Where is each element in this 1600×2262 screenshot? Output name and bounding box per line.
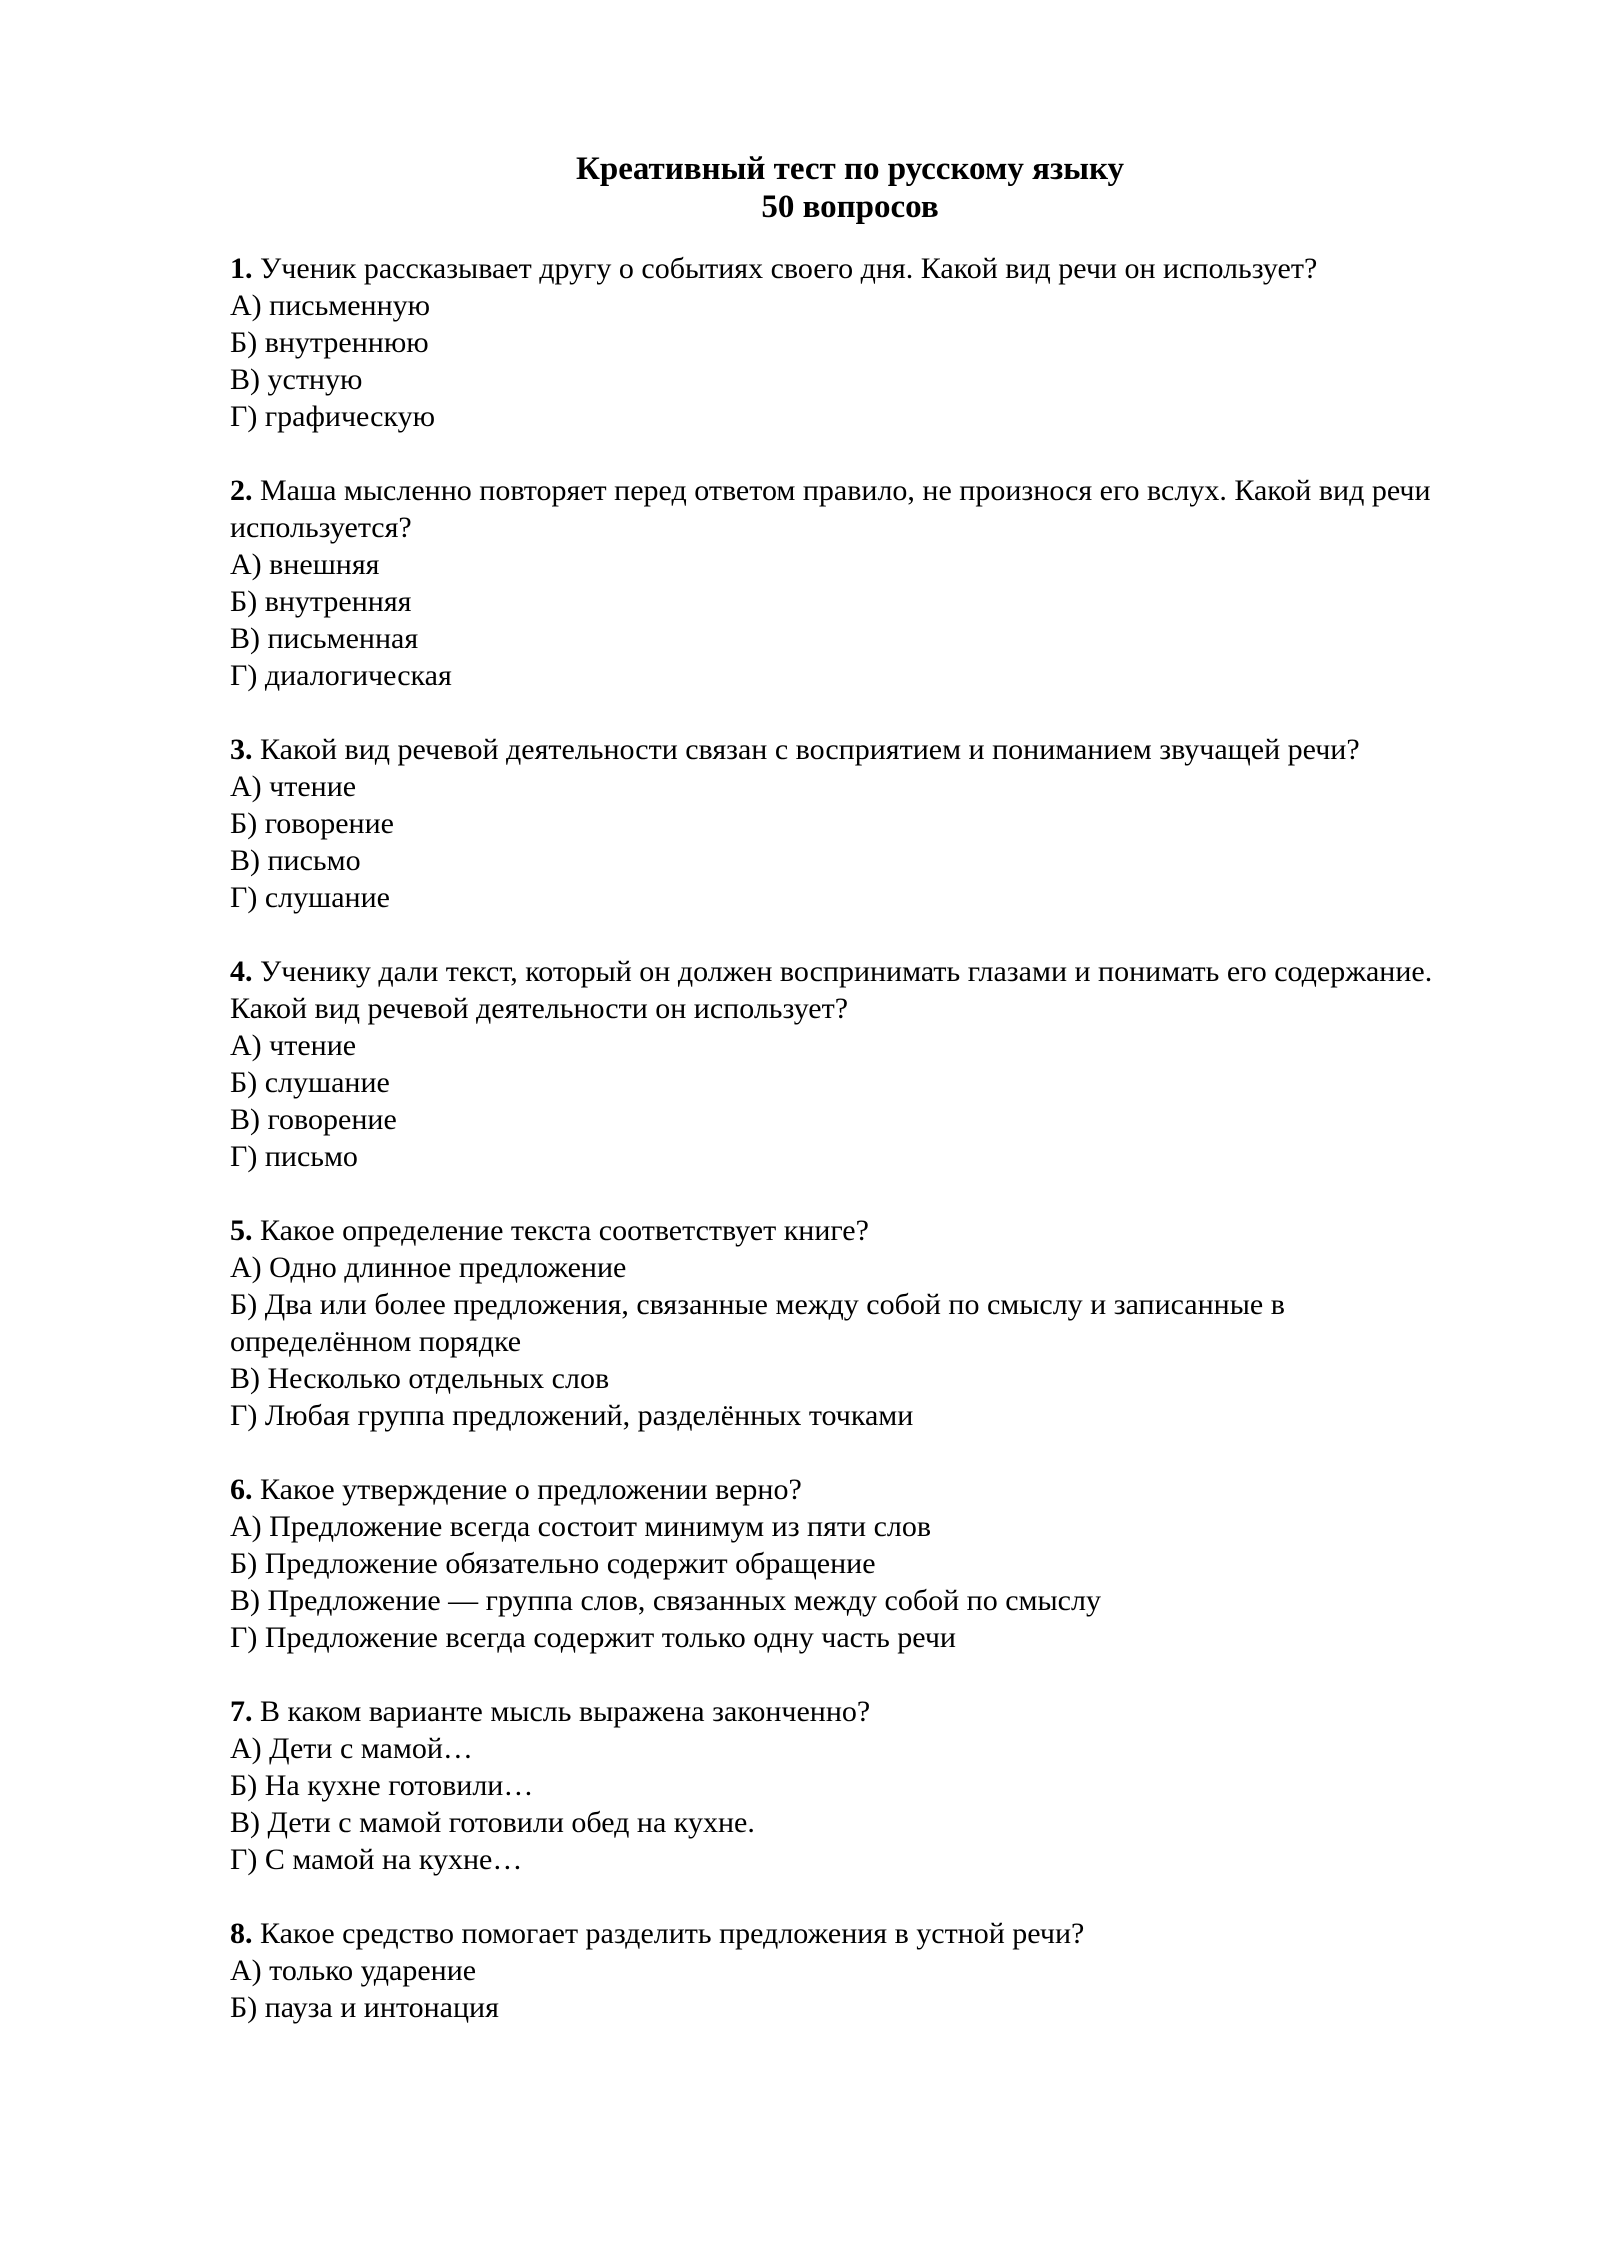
- question-number: 3.: [230, 733, 253, 766]
- answer-option-c: В) говорение: [230, 1103, 397, 1136]
- answer-option-a: А) Предложение всегда состоит минимум из пяти слов: [230, 1510, 932, 1543]
- answer-option-a: А) письменную: [230, 289, 431, 322]
- question-body: Какой вид речевой деятельности связан с восприятием и пониманием звучащей речи?: [260, 733, 1360, 766]
- question-text: [230, 472, 1470, 546]
- answer-option-c: В) Несколько отдельных слов: [230, 1362, 610, 1395]
- answer-option-b: Б) говорение: [230, 807, 394, 840]
- question-number: 8.: [230, 1917, 253, 1950]
- answer-option-b: Б) внутренняя: [230, 585, 412, 618]
- question-body: Ученику дали текст, который он должен воспринимать глазами и понимать его содержание. Какой вид речевой деятельности он использует?: [230, 955, 1433, 1025]
- answer-option-c: В) письмо: [230, 844, 361, 877]
- question-number: 6.: [230, 1473, 253, 1506]
- question-text: [230, 953, 1470, 1027]
- title-block: [230, 150, 1470, 226]
- question-text: [230, 731, 1470, 768]
- answer-option-c: В) Предложение — группа слов, связанных между собой по смыслу: [230, 1584, 1101, 1617]
- answer-option-c: В) Дети с мамой готовили обед на кухне.: [230, 1806, 755, 1839]
- question-number: 4.: [230, 955, 253, 988]
- answer-option-b: Б) внутреннюю: [230, 326, 429, 359]
- question-text: [230, 1212, 1470, 1249]
- answer-option-d: Г) С мамой на кухне…: [230, 1843, 523, 1876]
- question-number: 1.: [230, 252, 253, 285]
- question-7: [230, 1693, 1470, 1878]
- answer-option-d: Г) Любая группа предложений, разделённых точками: [230, 1399, 914, 1432]
- question-body: Какое утверждение о предложении верно?: [260, 1473, 802, 1506]
- answer-option-d: Г) диалогическая: [230, 659, 452, 692]
- answer-option-b: Б) Предложение обязательно содержит обращение: [230, 1547, 876, 1580]
- question-number: 2.: [230, 474, 253, 507]
- question-body: Маша мысленно повторяет перед ответом правило, не произнося его вслух. Какой вид речи используется?: [230, 474, 1431, 544]
- question-body: Ученик рассказывает другу о событиях своего дня. Какой вид речи он использует?: [260, 252, 1318, 285]
- question-5: [230, 1212, 1470, 1434]
- answer-option-a: А) чтение: [230, 1029, 357, 1062]
- answer-option-d: Г) графическую: [230, 400, 435, 433]
- question-4: [230, 953, 1470, 1175]
- answer-option-d: Г) слушание: [230, 881, 390, 914]
- question-1: [230, 250, 1470, 435]
- question-text: [230, 1693, 1470, 1730]
- answer-option-a: А) Одно длинное предложение: [230, 1251, 627, 1284]
- question-text: [230, 1471, 1470, 1508]
- answer-option-b: Б) пауза и интонация: [230, 1991, 499, 2024]
- answer-option-c: В) устную: [230, 363, 363, 396]
- question-number: 7.: [230, 1695, 253, 1728]
- question-text: [230, 1915, 1470, 1952]
- question-3: [230, 731, 1470, 916]
- question-8: [230, 1915, 1470, 2026]
- question-number: 5.: [230, 1214, 253, 1247]
- answer-option-a: А) чтение: [230, 770, 357, 803]
- answer-option-b: Б) Два или более предложения, связанные между собой по смыслу и записанные в определённом порядке: [230, 1288, 1285, 1358]
- answer-option-b: Б) На кухне готовили…: [230, 1769, 534, 1802]
- question-body: Какое определение текста соответствует книге?: [260, 1214, 869, 1247]
- question-body: Какое средство помогает разделить предложения в устной речи?: [260, 1917, 1085, 1950]
- document-title: Креативный тест по русскому языку: [575, 151, 1125, 187]
- answer-option-c: В) письменная: [230, 622, 419, 655]
- answer-option-a: А) Дети с мамой…: [230, 1732, 473, 1765]
- document-subtitle: 50 вопросов: [761, 189, 939, 225]
- question-6: [230, 1471, 1470, 1656]
- answer-option-b: Б) слушание: [230, 1066, 390, 1099]
- question-2: [230, 472, 1470, 694]
- answer-option-d: Г) Предложение всегда содержит только одну часть речи: [230, 1621, 956, 1654]
- answer-option-d: Г) письмо: [230, 1140, 358, 1173]
- question-body: В каком варианте мысль выражена законченно?: [260, 1695, 871, 1728]
- answer-option-a: А) внешняя: [230, 548, 380, 581]
- document-content: [230, 150, 1470, 2063]
- answer-option-a: А) только ударение: [230, 1954, 477, 1987]
- question-text: [230, 250, 1470, 287]
